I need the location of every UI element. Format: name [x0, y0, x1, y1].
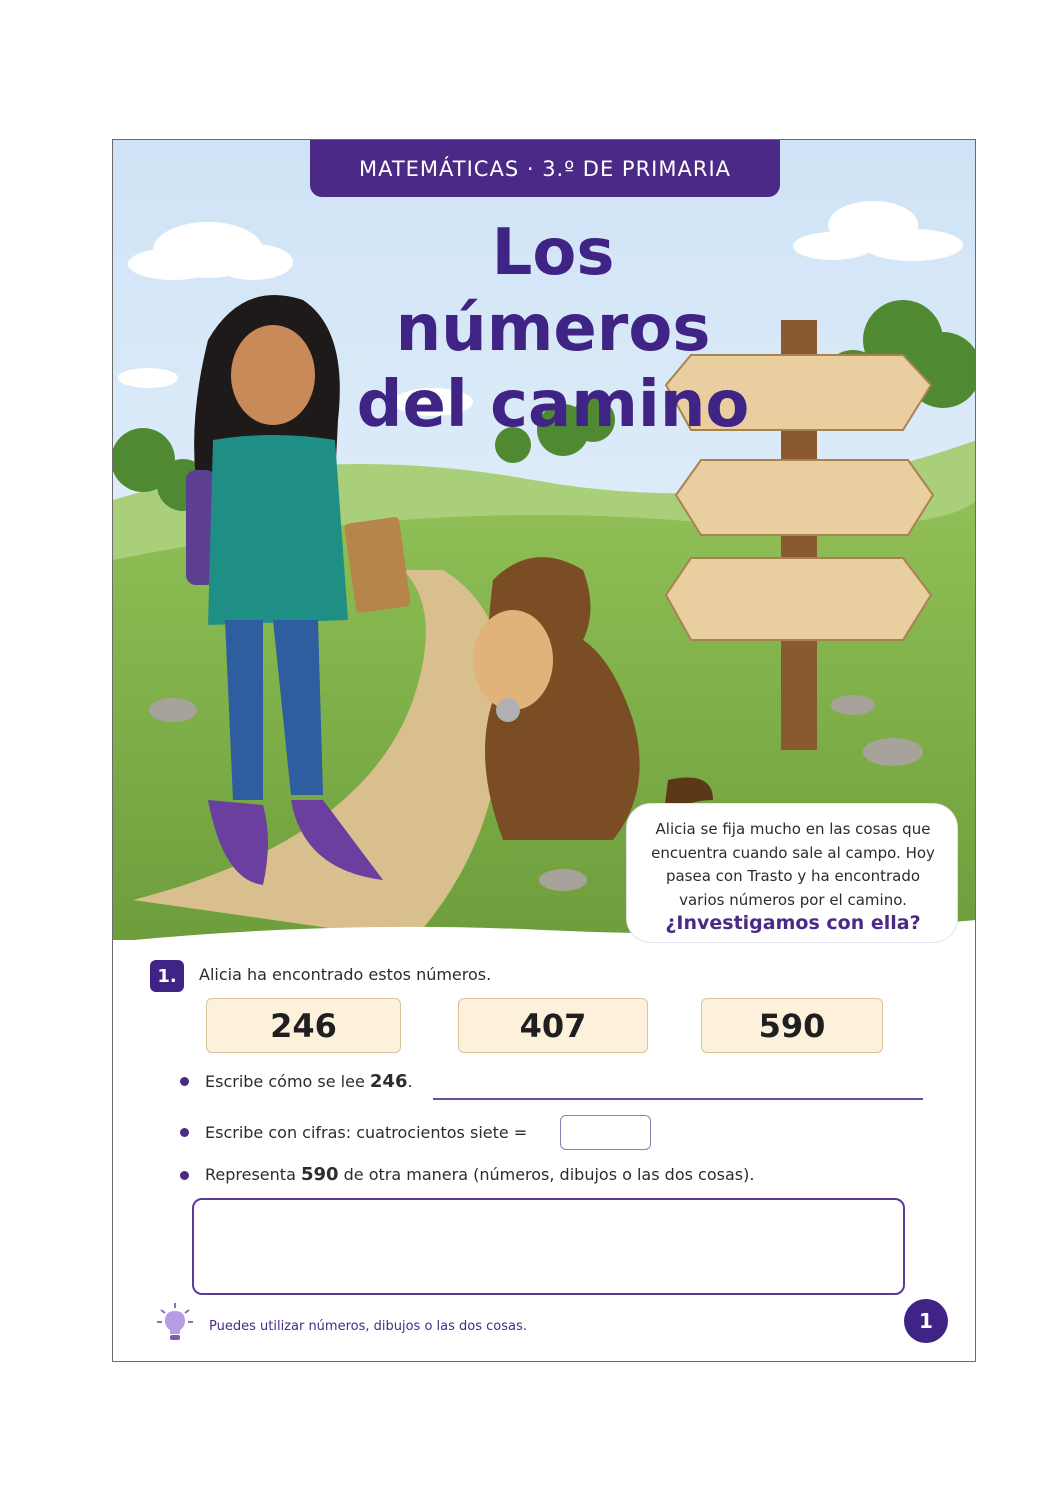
- subject-tag-label: MATEMÁTICAS · 3.º DE PRIMARIA: [358, 156, 731, 181]
- item-read-number: [205, 1071, 413, 1092]
- intro-cta: ¿Investigamos con ella?: [665, 912, 921, 934]
- page-title: [343, 215, 763, 443]
- exercise-prompt: Alicia ha encontrado estos números.: [199, 965, 492, 984]
- exercise-number-badge: 1.: [150, 960, 184, 992]
- title-line-2: del camino: [356, 368, 750, 442]
- hint-text: Puedes utilizar números, dibujos o las dos cosas.: [209, 1319, 527, 1334]
- bullet-icon: [180, 1171, 189, 1180]
- item-represent: [205, 1164, 754, 1185]
- number-card: 590: [701, 998, 883, 1053]
- represent-answer-box[interactable]: [192, 1198, 905, 1295]
- title-line-1: Los números: [395, 216, 711, 366]
- item-bold-number: 246: [369, 1071, 408, 1092]
- digits-answer-box[interactable]: [560, 1115, 651, 1150]
- number-card: 407: [458, 998, 648, 1053]
- item-text-end: .: [407, 1072, 413, 1091]
- answer-line[interactable]: [433, 1098, 923, 1100]
- item-text: Representa: [205, 1165, 301, 1184]
- page-number: 1: [904, 1299, 948, 1343]
- item-write-digits: Escribe con cifras: cuatrocientos siete =: [205, 1123, 528, 1142]
- lightbulb-icon: [157, 1302, 193, 1342]
- number-card: 246: [206, 998, 401, 1053]
- item-bold-number: 590: [300, 1164, 339, 1185]
- bullet-icon: [180, 1077, 189, 1086]
- item-text-end: de otra manera (números, dibujos o las dos cosas).: [338, 1165, 755, 1184]
- intro-text: Alicia se fija mucho en las cosas que encuentra cuando sale al campo. Hoy pasea con Trasto y ha encontrado varios números por el camino.: [651, 820, 935, 909]
- worksheet-page: [112, 139, 976, 1362]
- item-text: Escribe cómo se lee: [205, 1072, 370, 1091]
- bullet-icon: [180, 1128, 189, 1137]
- subject-tag: [310, 140, 780, 197]
